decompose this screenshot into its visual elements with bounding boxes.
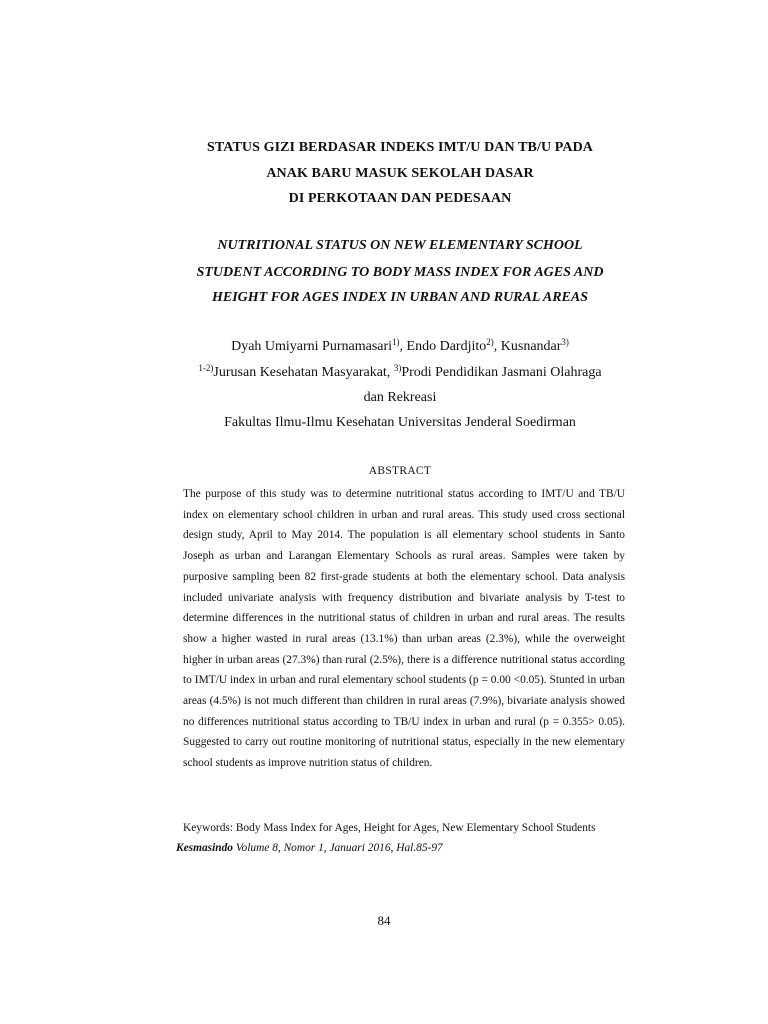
title-english-line-1: NUTRITIONAL STATUS ON NEW ELEMENTARY SCHOOL xyxy=(217,238,583,253)
author-3: , Kusnandar xyxy=(493,339,562,354)
abstract-text: The purpose of this study was to determine nutritional status according to IMT/U and TB/U index on elementary school children in urban and rural areas. This study used cross sectional design study, April to May 2014. The population is all elementary school students in Santo Joseph as urban and Larangan Elementary Schools as rural areas. Samples were taken by purposive sampling been 82 first-grade students at both the elementary school. Data analysis included univariate analysis with frequency distribution and bivariate analysis by T-test to determine differences in the nutritional status of children in urban and rural areas. The results show a higher wasted in rural areas (13.1%) than urban areas (2.3%), while the overweight higher in urban areas (27.3%) than rural (2.5%), there is a difference nutritional status according to IMT/U index in urban and rural elementary school students (p = 0.00 <0.05). Stunted in urban areas (4.5%) is not much different than children in rural areas (7.9%), bivariate analysis showed no differences nutritional status according to TB/U index in urban and rural (p = 0.355> 0.05). Suggested to carry out routine monitoring of nutritional status, especially in the new elementary school students as improve nutrition status of children. xyxy=(183,488,625,770)
author-1-affiliation-mark: 1) xyxy=(392,337,400,347)
page-number: 84 xyxy=(377,913,391,928)
affiliation-line-2: dan Rekreasi xyxy=(363,390,437,405)
title-indonesian-line-3: DI PERKOTAAN DAN PEDESAAN xyxy=(288,191,512,206)
journal-detail: Volume 8, Nomor 1, Januari 2016, Hal.85-97 xyxy=(232,842,443,854)
author-3-affiliation-mark: 3) xyxy=(561,337,569,347)
title-english-line-3: HEIGHT FOR AGES INDEX IN URBAN AND RURAL AREAS xyxy=(211,290,589,305)
abstract-body xyxy=(183,484,625,774)
affiliation-1: Jurusan Kesehatan Masyarakat, xyxy=(213,365,394,380)
affiliation-line-1 xyxy=(100,365,700,381)
journal-name: Kesmasindo xyxy=(176,842,233,854)
title-indonesian-line-2: ANAK BARU MASUK SEKOLAH DASAR xyxy=(266,166,534,181)
author-line xyxy=(100,339,700,355)
journal-citation xyxy=(176,842,443,854)
author-1: Dyah Umiyarni Purnamasari xyxy=(231,339,393,354)
title-english-line-2: STUDENT ACCORDING TO BODY MASS INDEX FOR AGES AND xyxy=(196,265,604,280)
affiliation-line-3: Fakultas Ilmu-Ilmu Kesehatan Universitas Jenderal Soedirman xyxy=(224,415,576,430)
title-indonesian-line-1: STATUS GIZI BERDASAR INDEKS IMT/U DAN TB/U PADA xyxy=(206,140,593,155)
author-2: , Endo Dardjito xyxy=(399,339,487,354)
abstract-heading: ABSTRACT xyxy=(368,465,432,477)
affiliation-mark-3: 3) xyxy=(393,363,402,373)
affiliation-2: Prodi Pendidikan Jasmani Olahraga xyxy=(401,365,602,380)
affiliation-mark-1-2: 1-2) xyxy=(198,363,214,373)
keywords: Keywords: Body Mass Index for Ages, Height for Ages, New Elementary School Students xyxy=(183,822,596,834)
author-2-affiliation-mark: 2) xyxy=(486,337,494,347)
